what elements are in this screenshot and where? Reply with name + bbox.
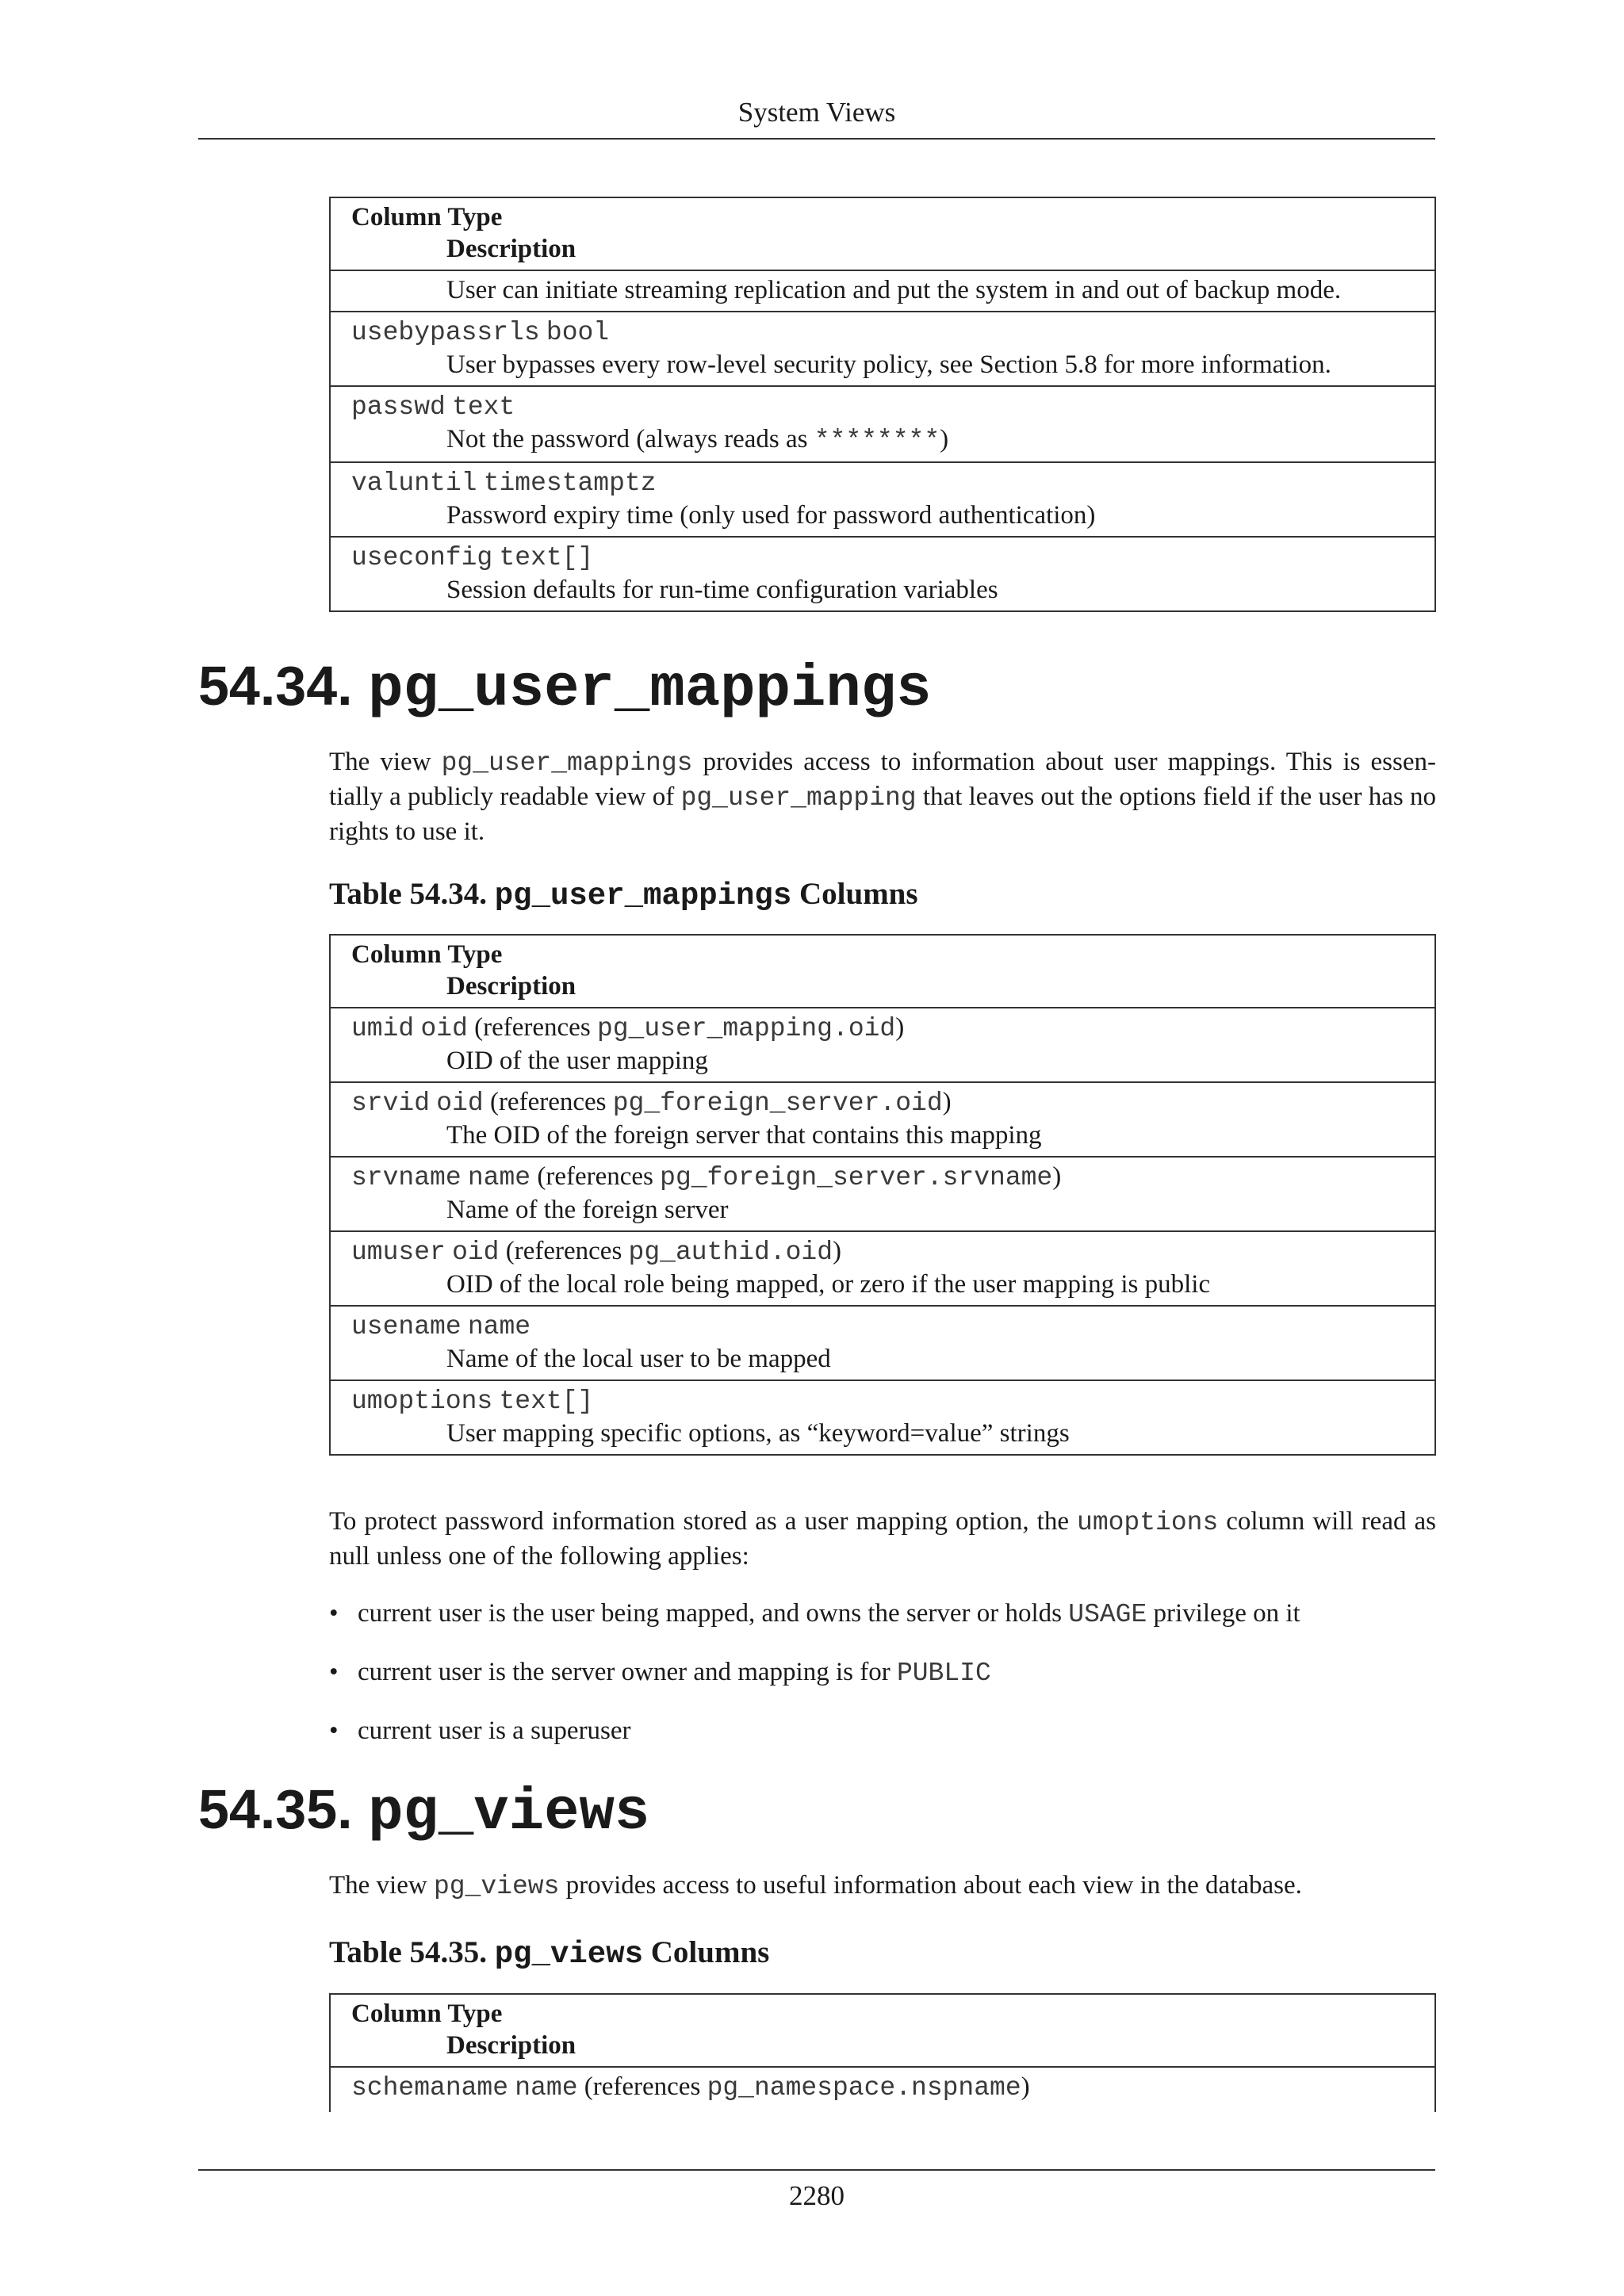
row-description: Session defaults for run-time configuration variables: [446, 576, 998, 604]
row-description: User can initiate streaming replication and put the system in and out of backup mode.: [446, 276, 1342, 304]
table-row: [330, 462, 1435, 537]
table-title-views: Table 54.35. pg_views Columns: [329, 1935, 770, 1972]
user-mappings-columns-table: [329, 934, 1436, 1456]
description-header: Description: [446, 235, 576, 263]
row-description: Name of the local user to be mapped: [446, 1345, 831, 1373]
column-type-header: Column Type: [351, 1999, 503, 2028]
columns-table-continued: [329, 197, 1436, 612]
section-heading-user-mappings: 54.34. pg_user_mappings: [198, 655, 932, 723]
conditions-list: [329, 1597, 1436, 1773]
views-columns-table: [329, 1993, 1436, 2112]
column-type: text: [452, 392, 515, 422]
column-type: name: [467, 1312, 531, 1341]
table-row: [330, 312, 1435, 386]
column-name: passwd: [351, 392, 446, 422]
table-row: [330, 537, 1435, 611]
column-name: usename: [351, 1312, 462, 1341]
table-title-user-mappings: Table 54.34. pg_user_mappings Columns: [329, 877, 918, 913]
page-number: 2280: [198, 2169, 1435, 2212]
row-description: OID of the local role being mapped, or zero if the user mapping is public: [446, 1270, 1211, 1299]
row-description: Password expiry time (only used for password authentication): [446, 501, 1096, 530]
column-type: bool: [546, 318, 610, 347]
column-type-header: Column Type: [351, 940, 503, 969]
table-row: umuser oid (references pg_authid.oid) OID of the local role being mapped, or zero if the user mapping is public: [330, 1231, 1435, 1306]
table-row: umid oid (references pg_user_mapping.oid) OID of the user mapping: [330, 1008, 1435, 1082]
column-type-header: Column Type: [351, 203, 503, 232]
column-type: oid: [452, 1238, 500, 1267]
list-item: • current user is the user being mapped, and owns the server or holds USAGE privilege on it: [329, 1599, 1300, 1629]
table-header-row: [330, 935, 1435, 1008]
description-header: Description: [446, 972, 576, 1001]
password-protection-note: To protect password information stored as a user mapping option, the umoptions column will read as null unless one of the following applies:: [329, 1507, 1437, 1571]
column-type: oid: [420, 1014, 468, 1043]
table-row: schemaname name (references pg_namespace.nspname): [330, 2067, 1435, 2112]
table-header-row: [330, 197, 1435, 270]
column-name: umid: [351, 1014, 415, 1043]
row-description: The OID of the foreign server that contains this mapping: [446, 1121, 1042, 1150]
table-row: [330, 386, 1435, 462]
row-description: Not the password (always reads as ********): [446, 425, 949, 455]
column-name: umuser: [351, 1238, 446, 1267]
column-name: useconfig: [351, 543, 493, 572]
description-header: Description: [446, 2031, 576, 2060]
section-heading-views: 54.35. pg_views: [198, 1778, 650, 1846]
column-type: text[]: [499, 543, 594, 572]
column-type: timestamptz: [483, 469, 657, 498]
table-row: srvid oid (references pg_foreign_server.oid) The OID of the foreign server that contains this mapping: [330, 1082, 1435, 1157]
column-name: srvid: [351, 1089, 431, 1118]
column-name: srvname: [351, 1163, 462, 1192]
column-name: umoptions: [351, 1387, 493, 1416]
column-type: text[]: [499, 1387, 594, 1416]
column-type: name: [467, 1163, 531, 1192]
table-row: [330, 270, 1435, 312]
views-intro: The view pg_views provides access to useful information about each view in the database.: [329, 1871, 1302, 1901]
user-mappings-intro: The view pg_user_mappings provides access to information about user mappings. This is essen-tially a publicly readable view of pg_user_mapping that leaves out the options field if the user has no rights to use it.: [329, 748, 1437, 846]
table-row: srvname name (references pg_foreign_server.srvname) Name of the foreign server: [330, 1157, 1435, 1231]
table-row: [330, 1380, 1435, 1455]
column-name: usebypassrls: [351, 318, 540, 347]
column-type: oid: [436, 1089, 484, 1118]
list-item: • current user is the server owner and mapping is for PUBLIC: [329, 1658, 991, 1688]
list-item: • current user is a superuser: [329, 1716, 631, 1745]
column-name: valuntil: [351, 469, 477, 498]
running-header: System Views: [198, 94, 1435, 140]
row-description: User mapping specific options, as “keyword=value” strings: [446, 1419, 1070, 1448]
row-description: OID of the user mapping: [446, 1047, 708, 1075]
table-header-row: [330, 1994, 1435, 2067]
row-description: User bypasses every row-level security policy, see Section 5.8 for more information.: [446, 350, 1331, 379]
table-row: [330, 1306, 1435, 1380]
column-name: schemaname: [351, 2073, 509, 2103]
row-description: Name of the foreign server: [446, 1196, 729, 1224]
column-type: name: [515, 2073, 578, 2103]
